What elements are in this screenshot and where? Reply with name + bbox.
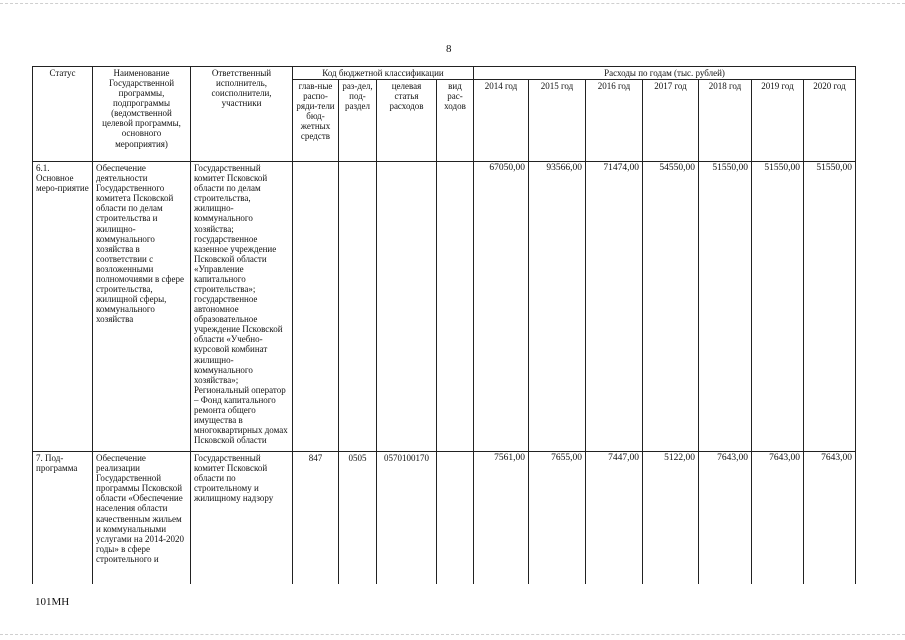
- scan-edge-top: [0, 3, 905, 4]
- header-executor: Ответственный исполнитель, соисполнители, участники: [191, 67, 293, 162]
- row-value: 67050,00: [474, 162, 529, 452]
- header-program-name: Наименование Государственной программы, подпрограммы (ведомственной целевой программы, основного мероприятия): [93, 67, 191, 162]
- row-program-name: Обеспечение деятельности Государственного комитета Псковской области по делам строительства и жилищно-коммунального хозяйства в соответствии с возложенными полномочиями в сфере строительства, жилищной сферы, коммунального хозяйства: [93, 162, 191, 452]
- row-value: 7643,00: [752, 452, 804, 584]
- row-code-main-manager: [293, 162, 339, 452]
- row-value: 51550,00: [752, 162, 804, 452]
- table-row: [33, 452, 856, 584]
- header-year: 2015 год: [529, 80, 586, 162]
- row-code-expense-type: [437, 452, 474, 584]
- row-value: 7643,00: [804, 452, 856, 584]
- row-value: 54550,00: [643, 162, 699, 452]
- row-value: 51550,00: [804, 162, 856, 452]
- header-code-section: раз-дел, под-раздел: [339, 80, 377, 162]
- header-code-main-manager: глав-ные распо-ряди-тели бюд-жетных средств: [293, 80, 339, 162]
- row-code-section: 0505: [339, 452, 377, 584]
- row-program-name: Обеспечение реализации Государственной программы Псковской области «Обеспечение населения области качественным жильем и коммунальными услугами на 2014-2020 годы» в сфере строительного и: [93, 452, 191, 584]
- page-number: 8: [446, 43, 452, 55]
- row-code-target-item: 0570100170: [377, 452, 437, 584]
- row-executor: Государственный комитет Псковской области по делам строительства, жилищно-коммунального хозяйства; государственное казенное учреждение Псковской области «Управление капитального строительства»; государственное автономное образовательное учреждение Псковской области «Учебно-курсовой комбинат жилищно-коммунального хозяйства»; Региональный оператор – Фонд капитального ремонта общего имущества в многоквартирных домах Псковской области: [191, 162, 293, 452]
- row-value: 93566,00: [529, 162, 586, 452]
- header-year: 2014 год: [474, 80, 529, 162]
- header-status: Статус: [33, 67, 93, 162]
- row-status: 6.1. Основное меро-приятие: [33, 162, 93, 452]
- header-row-1: [33, 67, 856, 80]
- row-value: 7643,00: [699, 452, 752, 584]
- header-budget-code-group: Код бюджетной классификации: [293, 67, 474, 80]
- table-row: [33, 162, 856, 452]
- row-value: 7447,00: [586, 452, 643, 584]
- header-code-expense-type: вид рас-ходов: [437, 80, 474, 162]
- row-value: 5122,00: [643, 452, 699, 584]
- header-year: 2020 год: [804, 80, 856, 162]
- row-code-section: [339, 162, 377, 452]
- header-year: 2019 год: [752, 80, 804, 162]
- scan-edge-bottom: [0, 634, 905, 635]
- header-expenses-group: Расходы по годам (тыс. рублей): [474, 67, 856, 80]
- row-code-expense-type: [437, 162, 474, 452]
- row-value: 7655,00: [529, 452, 586, 584]
- row-executor: Государственный комитет Псковской области по строительному и жилищному надзору: [191, 452, 293, 584]
- row-status: 7. Под-программа: [33, 452, 93, 584]
- row-value: 51550,00: [699, 162, 752, 452]
- header-year: 2016 год: [586, 80, 643, 162]
- row-code-main-manager: 847: [293, 452, 339, 584]
- header-code-target-item: целевая статья расходов: [377, 80, 437, 162]
- row-code-target-item: [377, 162, 437, 452]
- footer-code: 101MH: [35, 596, 70, 608]
- header-year: 2018 год: [699, 80, 752, 162]
- header-year: 2017 год: [643, 80, 699, 162]
- budget-table: [32, 66, 856, 584]
- row-value: 71474,00: [586, 162, 643, 452]
- row-value: 7561,00: [474, 452, 529, 584]
